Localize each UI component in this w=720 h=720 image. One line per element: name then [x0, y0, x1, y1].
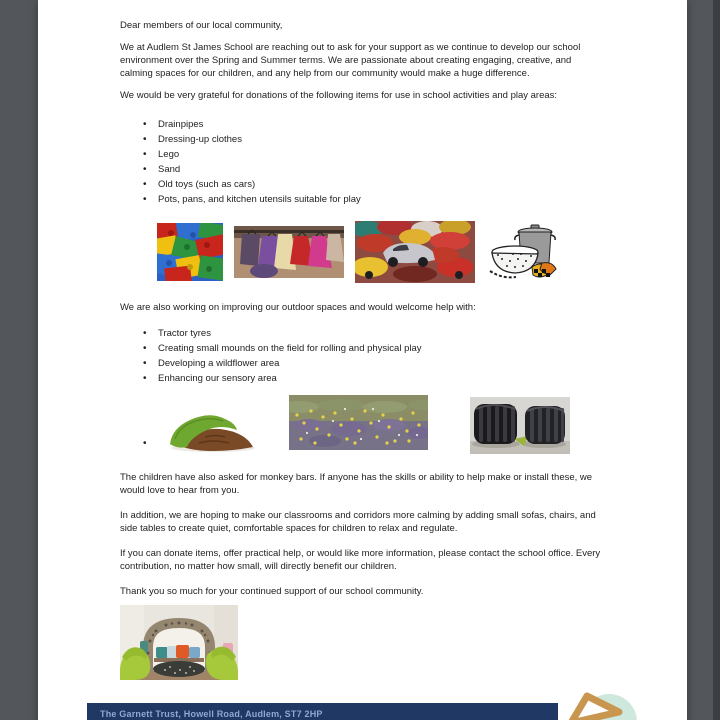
list-item: • Pots, pans, and kitchen utensils suitable for play — [143, 192, 601, 207]
salutation-text: Dear members of our local community, — [120, 20, 283, 31]
outdoor-list — [120, 326, 601, 386]
thanks-paragraph: Thank you so much for your continued support of our school community. — [120, 586, 424, 597]
scrollbar[interactable] — [713, 0, 720, 720]
list-item: • Enhancing our sensory area — [143, 371, 601, 386]
list-item: • Developing a wildflower area — [143, 356, 601, 371]
letter-body — [38, 0, 687, 680]
document-page — [38, 0, 687, 720]
footer-bar — [87, 703, 558, 720]
tractor-tyres-photo — [470, 397, 570, 454]
contact-paragraph: If you can donate items, offer practical help, or would like more information, please contact the school office. Every contribution, no matter how small, will directly benefit our children. — [120, 548, 601, 572]
calming-spaces-paragraph: In addition, we are hoping to make our classrooms and corridors more calming by adding small sofas, chairs, and side tables to create quiet, comfortable spaces for children to relax and regulate. — [120, 510, 596, 534]
list-item: • Old toys (such as cars) — [143, 177, 601, 192]
outdoor-help-paragraph: We are also working on improving our outdoor spaces and would welcome help with: — [120, 302, 476, 313]
stray-bullet: • — [143, 438, 147, 449]
list-item: • Tractor tyres — [143, 326, 601, 341]
intro-paragraph: We at Audlem St James School are reaching out to ask for your support as we continue to develop our school environment over the Spring and Summer terms. We are passionate about creating engaging, creative, and calming spaces for our children, and any help from our community would make a huge difference. — [120, 42, 581, 79]
list-item: • Creating small mounds on the field for rolling and physical play — [143, 341, 601, 356]
list-item: • Drainpipes — [143, 117, 601, 132]
monkey-bars-paragraph: The children have also asked for monkey bars. If anyone has the skills or ability to help make or install these, we would love to hear from you. — [120, 472, 593, 496]
lego-bricks-photo — [157, 223, 223, 281]
toy-cars-photo — [355, 221, 475, 283]
reading-nook-photo — [120, 605, 601, 680]
wildflower-meadow-photo — [289, 395, 428, 450]
donation-images-row — [157, 221, 601, 283]
dressing-up-clothes-photo — [234, 226, 344, 278]
list-item: • Dressing-up clothes — [143, 132, 601, 147]
donation-request-paragraph: We would be very grateful for donations of the following items for use in school activities and play areas: — [120, 90, 558, 101]
trust-logo-icon — [561, 690, 653, 720]
footer-address-text: The Garnett Trust, Howell Road, Audlem, ST7 2HP — [100, 709, 323, 719]
grass-mound-clipart — [165, 399, 262, 454]
outdoor-images-row — [120, 394, 601, 454]
list-item: • Lego — [143, 147, 601, 162]
pots-and-pans-clipart — [486, 223, 559, 281]
donation-list — [120, 117, 601, 207]
list-item: • Sand — [143, 162, 601, 177]
